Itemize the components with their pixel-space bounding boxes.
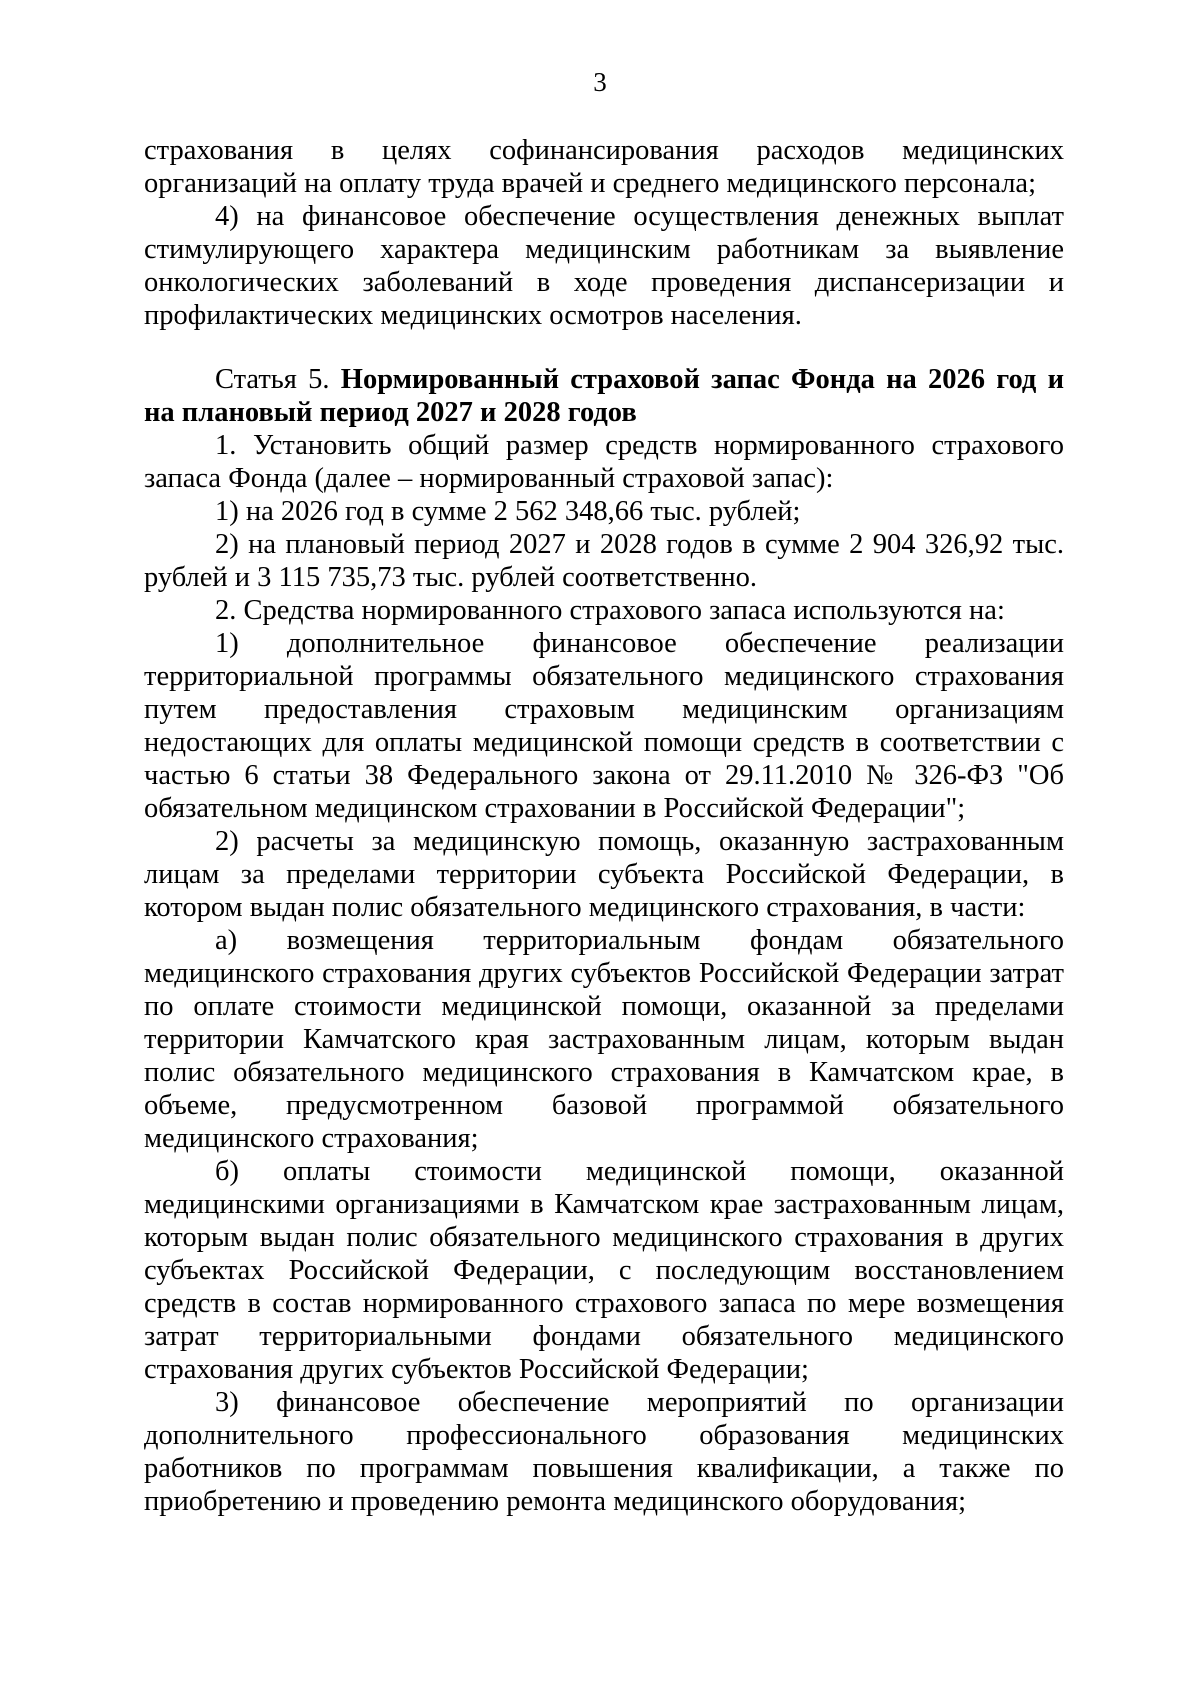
paragraph: 2) на плановый период 2027 и 2028 годов в сумме 2 904 326,92 тыс. рублей и 3 115 735,73 тыс. рублей соответственно. xyxy=(144,529,1064,593)
document-body xyxy=(144,134,1064,1518)
page-number: 3 xyxy=(593,67,607,97)
paragraph: б) оплаты стоимости медицинской помощи, оказанной медицинскими организациями в Камчатском крае застрахованным лицам, которым выдан полис обязательного медицинского страхования в других субъектах Российской Федерации, с последующим восстановлением средств в состав нормированного страхового запаса по мере возмещения затрат территориальными фондами обязательного медицинского страхования других субъектов Российской Федерации; xyxy=(144,1156,1064,1385)
paragraph: 2) расчеты за медицинскую помощь, оказанную застрахованным лицам за пределами территории субъекта Российской Федерации, в котором выдан полис обязательного медицинского страхования, в части: xyxy=(144,826,1064,923)
paragraph: 3) финансовое обеспечение мероприятий по организации дополнительного профессионального образования медицинских работников по программам повышения квалификации, а также по приобретению и проведению ремонта медицинского оборудования; xyxy=(144,1387,1064,1517)
paragraph: 1) на 2026 год в сумме 2 562 348,66 тыс. рублей; xyxy=(215,496,801,527)
paragraph: 2. Средства нормированного страхового запаса используются на: xyxy=(215,595,1005,626)
paragraph: а) возмещения территориальным фондам обязательного медицинского страхования других субъектов Российской Федерации затрат по оплате стоимости медицинской помощи, оказанной за пределами территории Камчатского края застрахованным лицам, которым выдан полис обязательного медицинского страхования в Камчатском крае, в объеме, предусмотренном базовой программой обязательного медицинского страхования; xyxy=(144,925,1064,1154)
article-prefix: Статья 5. xyxy=(215,364,341,395)
paragraph: страхования в целях софинансирования расходов медицинских организаций на оплату труда врачей и среднего медицинского персонала; xyxy=(144,135,1064,199)
paragraph: 4) на финансовое обеспечение осуществления денежных выплат стимулирующего характера медицинским работникам за выявление онкологических заболеваний в ходе проведения диспансеризации и профилактических медицинских осмотров населения. xyxy=(144,201,1064,331)
article-heading xyxy=(144,363,1064,429)
paragraph: 1. Установить общий размер средств нормированного страхового запаса Фонда (далее – нормированный страховой запас): xyxy=(144,430,1064,494)
section-gap xyxy=(144,332,1064,363)
paragraph: 1) дополнительное финансовое обеспечение реализации территориальной программы обязательного медицинского страхования путем предоставления страховым медицинским организациям недостающих для оплаты медицинской помощи средств в соответствии с частью 6 статьи 38 Федерального закона от 29.11.2010 № 326-ФЗ "Об обязательном медицинском страховании в Российской Федерации"; xyxy=(144,628,1064,824)
article-title: Нормированный страховой запас Фонда на 2026 год и на плановый период 2027 и 2028 годов xyxy=(144,364,1064,428)
